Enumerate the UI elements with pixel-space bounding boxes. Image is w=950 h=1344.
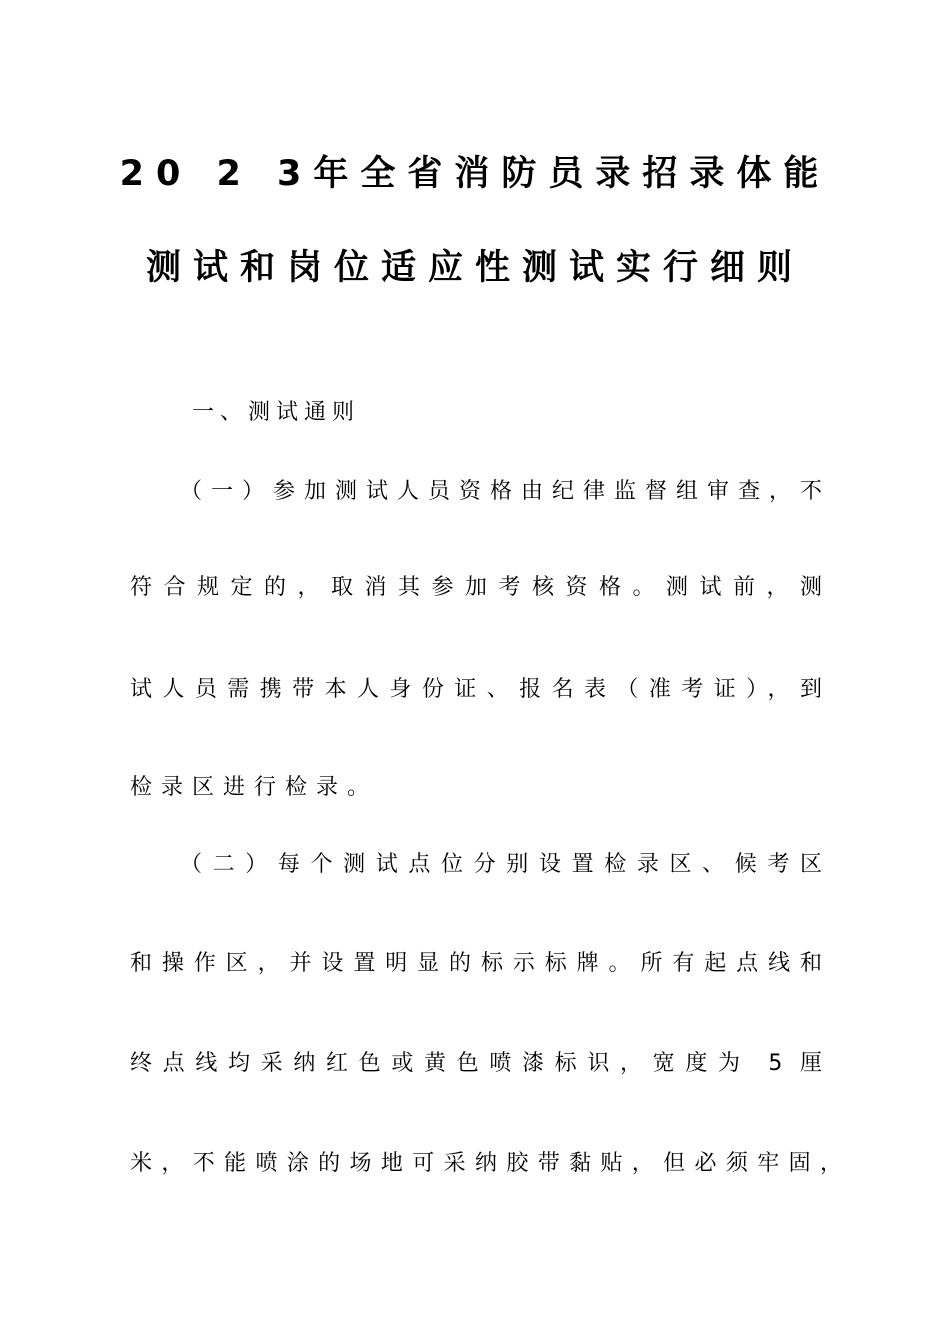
paragraph-line: 检录区进行检录。 bbox=[130, 775, 379, 800]
document-title-line-2: 测试和岗位适应性测试实行细则 bbox=[145, 248, 804, 288]
document-title-line-1: 20 2 3年全省消防员录招录体能 bbox=[119, 154, 831, 194]
section-heading: 一、测试通则 bbox=[192, 400, 361, 425]
paragraph-line: 和操作区，并设置明显的标示标牌。所有起点线和 bbox=[130, 951, 822, 976]
paragraph-line: （一）参加测试人员资格由纪律监督组审查，不 bbox=[180, 479, 822, 504]
paragraph-line: 试人员需携带本人身份证、报名表（准考证），到 bbox=[130, 677, 822, 702]
paragraph-line: （二）每个测试点位分别设置检录区、候考区 bbox=[180, 852, 822, 877]
paragraph-line: 终点线均采纳红色或黄色喷漆标识，宽度为 5 厘 bbox=[130, 1051, 822, 1076]
paragraph-line: 米，不能喷涂的场地可采纳胶带黏贴，但必须牢固， bbox=[130, 1151, 842, 1176]
paragraph-line: 符合规定的，取消其参加考核资格。测试前，测 bbox=[130, 575, 822, 600]
